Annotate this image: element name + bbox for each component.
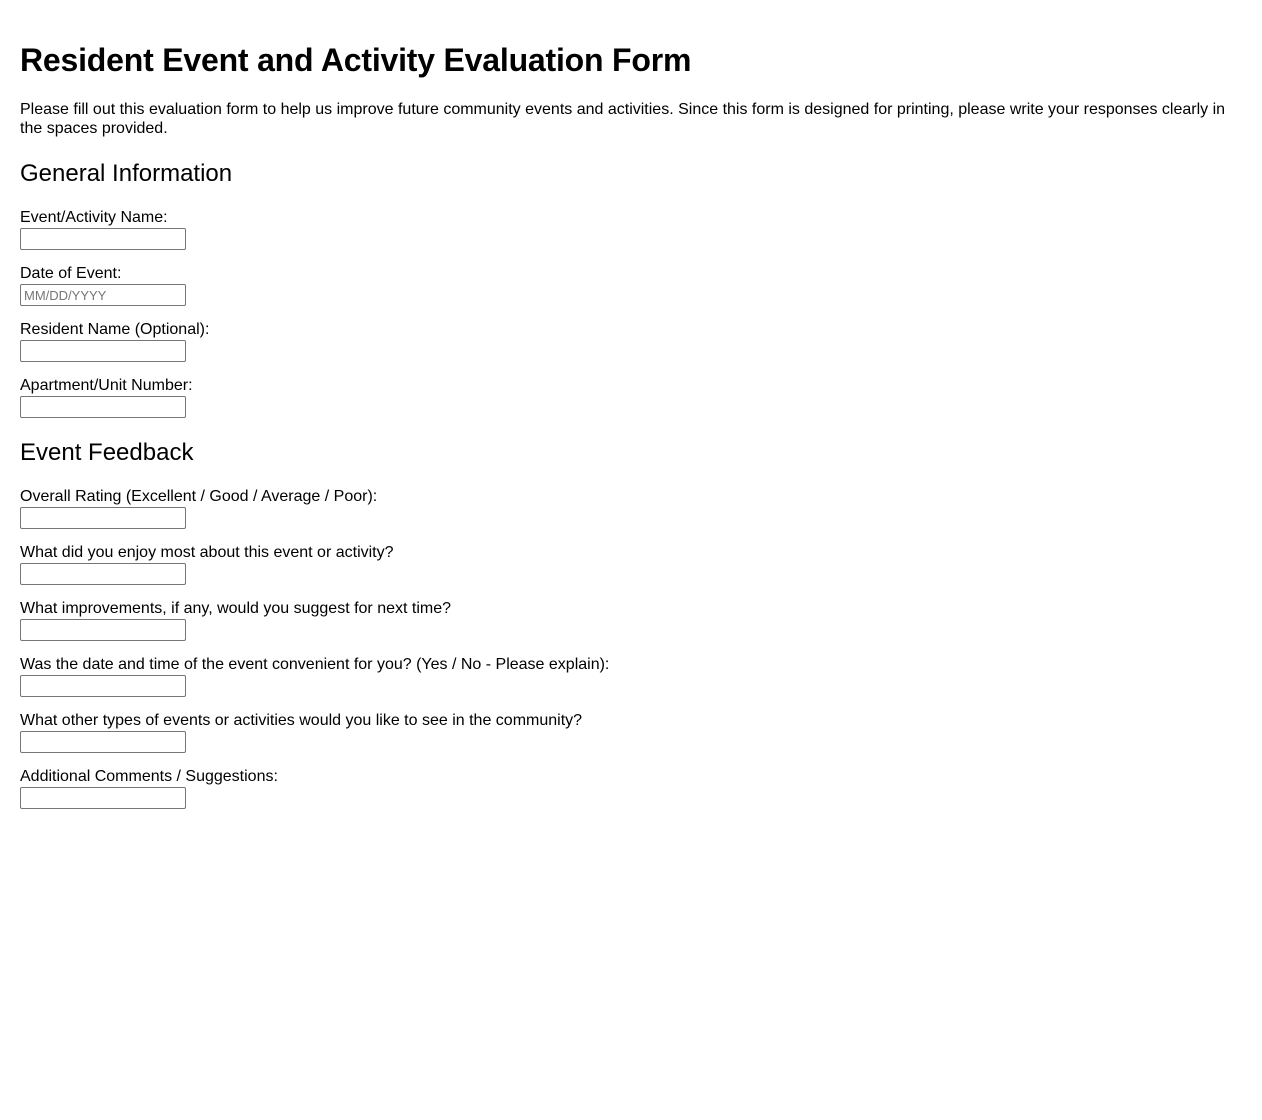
field-additional-comments bbox=[20, 767, 1242, 809]
field-resident-name bbox=[20, 320, 1242, 362]
section-heading-general-information: General Information bbox=[20, 160, 233, 187]
general-information-fields bbox=[20, 208, 1242, 418]
enjoyed-most-input[interactable] bbox=[20, 563, 186, 585]
field-enjoyed-most bbox=[20, 543, 1242, 585]
field-date-of-event bbox=[20, 264, 1242, 306]
suggested-improvements-label: What improvements, if any, would you suggest for next time? bbox=[20, 600, 452, 617]
field-event-activity-name bbox=[20, 208, 1242, 250]
field-other-event-types bbox=[20, 711, 1242, 753]
apartment-unit-number-label: Apartment/Unit Number: bbox=[20, 377, 193, 394]
date-time-convenient-input[interactable] bbox=[20, 675, 186, 697]
field-apartment-unit-number bbox=[20, 376, 1242, 418]
overall-rating-label: Overall Rating (Excellent / Good / Average / Poor): bbox=[20, 488, 378, 505]
additional-comments-label: Additional Comments / Suggestions: bbox=[20, 768, 278, 785]
field-overall-rating bbox=[20, 487, 1242, 529]
date-of-event-input[interactable] bbox=[20, 284, 186, 306]
event-feedback-fields bbox=[20, 487, 1242, 809]
other-event-types-input[interactable] bbox=[20, 731, 186, 753]
other-event-types-label: What other types of events or activities would you like to see in the community? bbox=[20, 712, 583, 729]
resident-name-label: Resident Name (Optional): bbox=[20, 321, 210, 338]
form-instructions: Please fill out this evaluation form to help us improve future community events and activities. Since this form is designed for printing, please write your responses clearly in the spaces provided. bbox=[20, 101, 1226, 137]
field-date-time-convenient bbox=[20, 655, 1242, 697]
date-time-convenient-label: Was the date and time of the event convenient for you? (Yes / No - Please explain): bbox=[20, 656, 610, 673]
field-suggested-improvements bbox=[20, 599, 1242, 641]
overall-rating-input[interactable] bbox=[20, 507, 186, 529]
apartment-unit-number-input[interactable] bbox=[20, 396, 186, 418]
additional-comments-input[interactable] bbox=[20, 787, 186, 809]
resident-name-input[interactable] bbox=[20, 340, 186, 362]
page-title: Resident Event and Activity Evaluation Form bbox=[20, 42, 692, 78]
enjoyed-most-label: What did you enjoy most about this event or activity? bbox=[20, 544, 394, 561]
event-activity-name-label: Event/Activity Name: bbox=[20, 209, 168, 226]
date-of-event-label: Date of Event: bbox=[20, 265, 122, 282]
section-heading-event-feedback: Event Feedback bbox=[20, 439, 194, 466]
suggested-improvements-input[interactable] bbox=[20, 619, 186, 641]
event-activity-name-input[interactable] bbox=[20, 228, 186, 250]
